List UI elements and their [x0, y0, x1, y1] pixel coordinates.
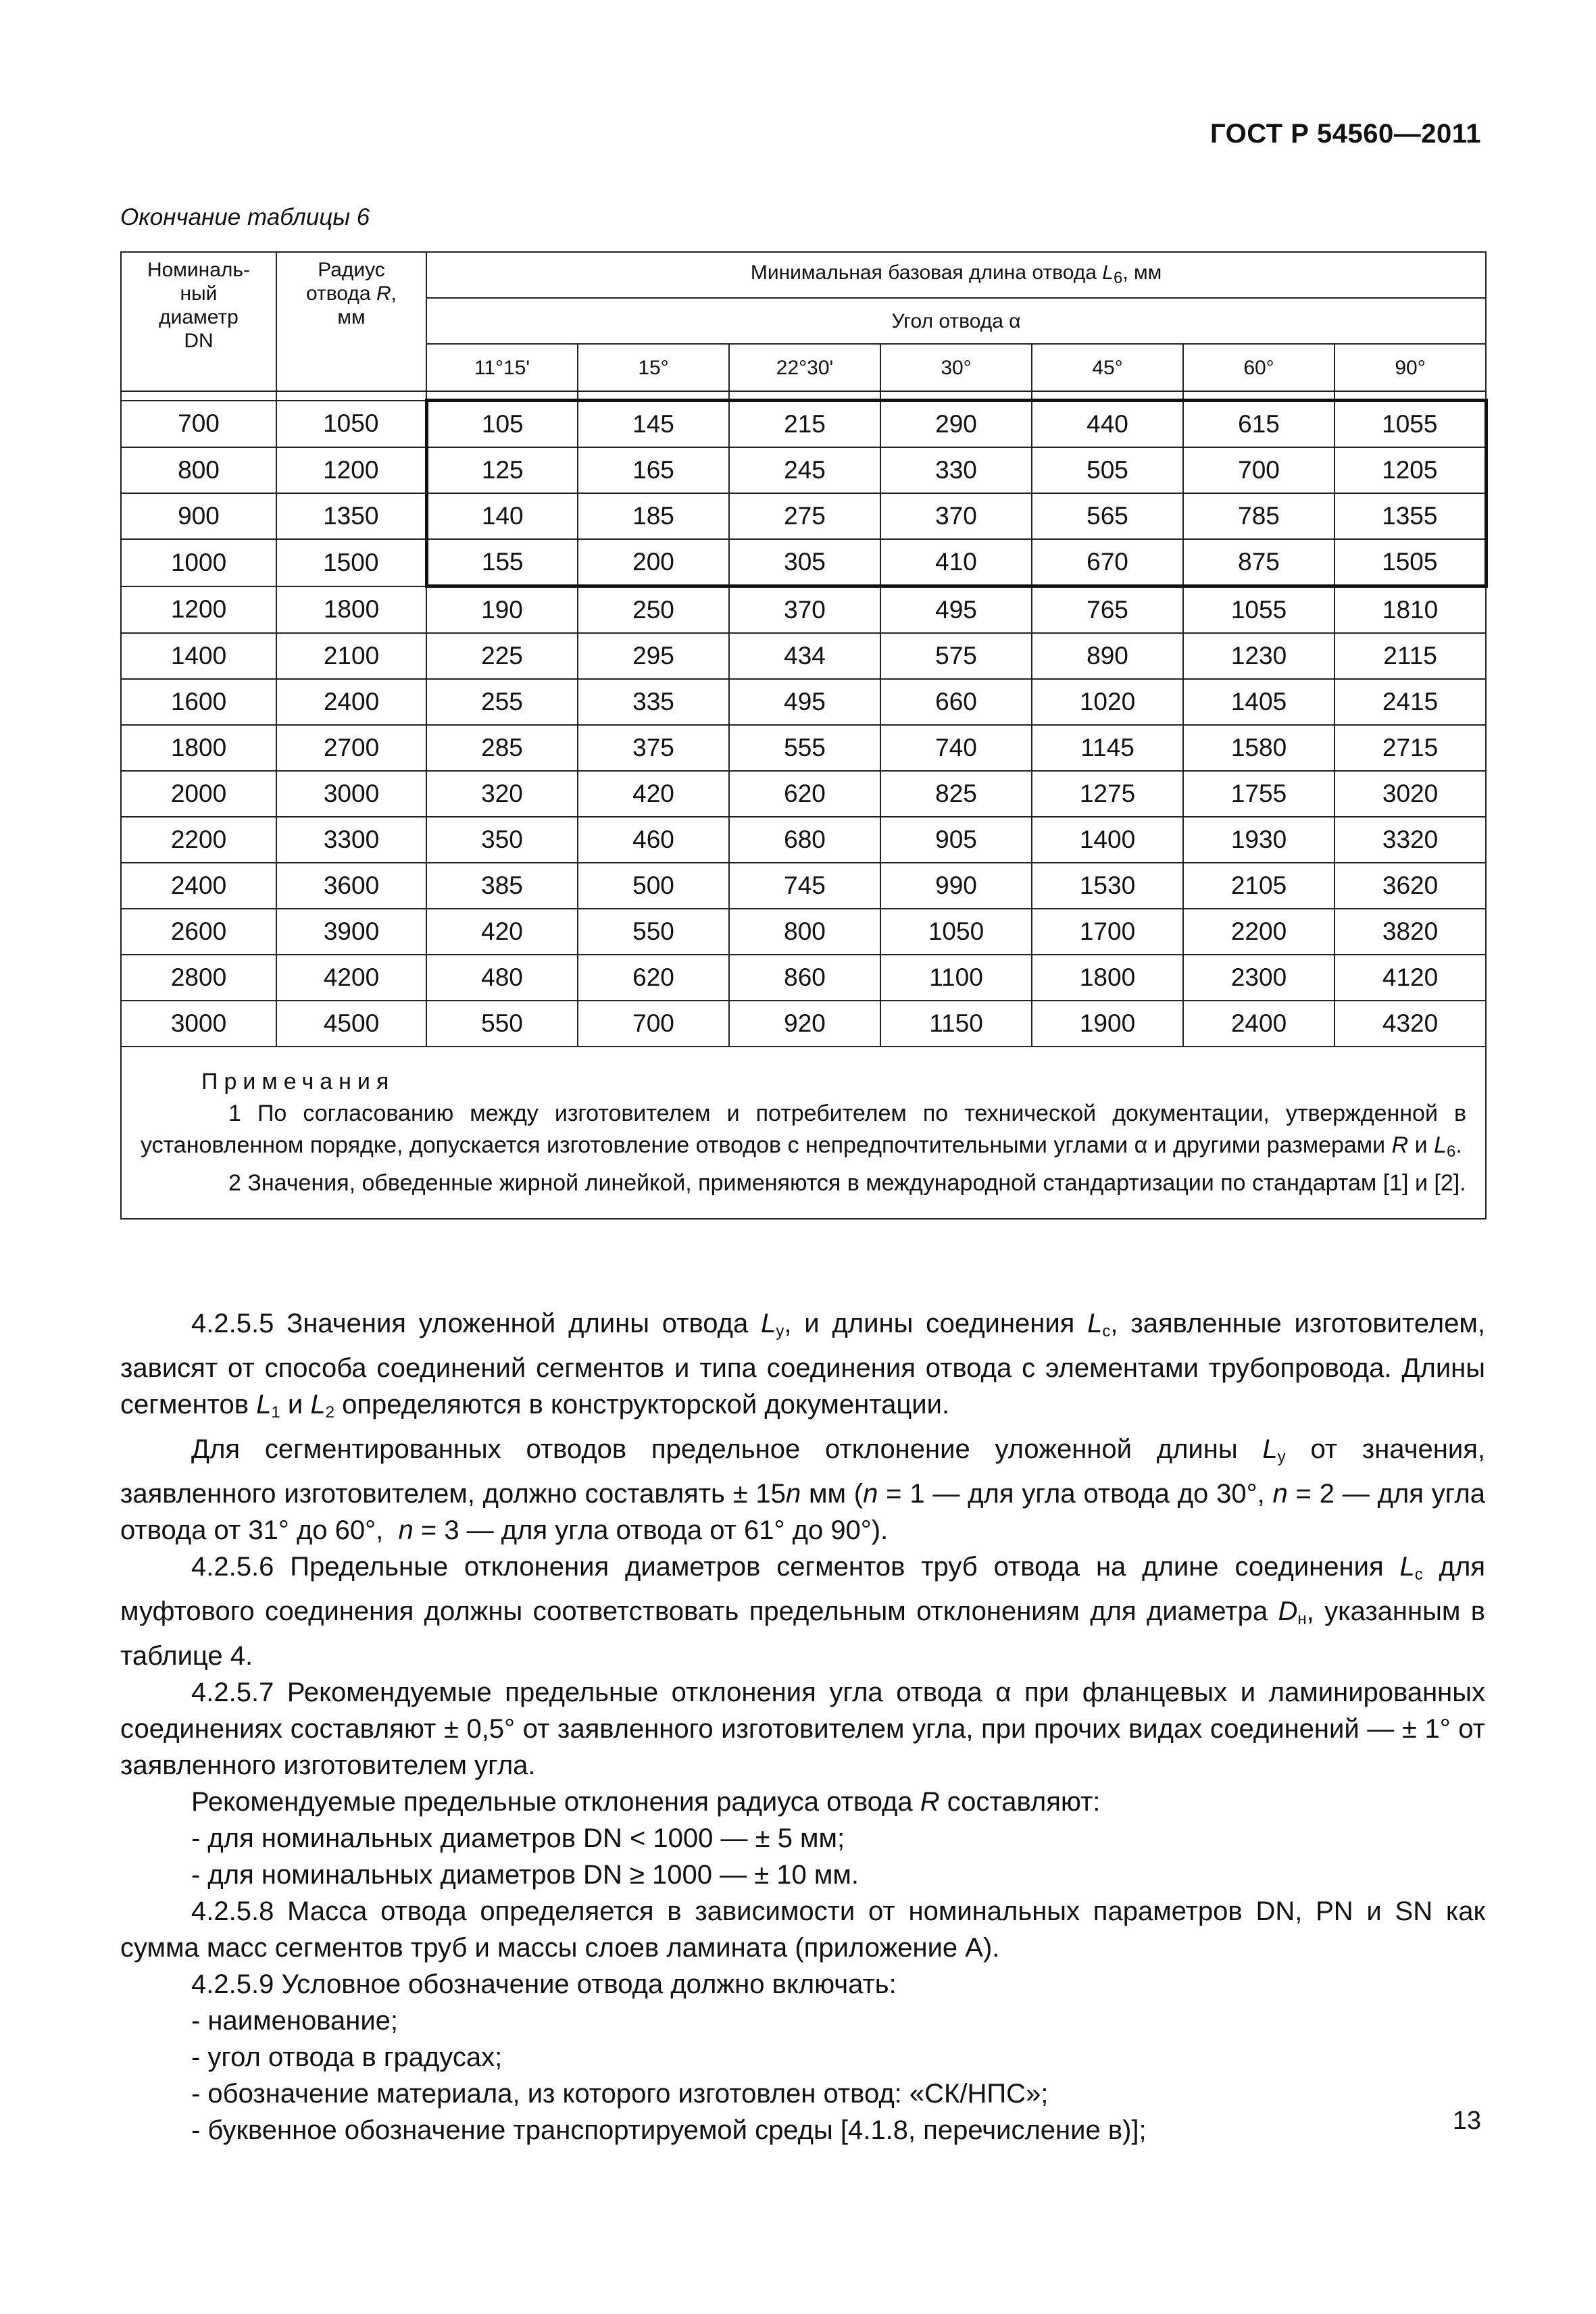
para-4-2-5-5: 4.2.5.5 Значения уложенной длины отвода $L_у$, и длины соединения $L_с$, заявленные изготовителем, зависят от способа соединений сегментов и типа соединения отвода с элементами трубопровода. Длины сегментов $L_1$ и $L_2$ определяются в конструкторской документации.	[120, 1309, 1486, 1422]
cell-base-length: 1205	[1335, 447, 1486, 493]
cell-base-length: 800	[729, 909, 880, 955]
para-deviation-laid-length: Для сегментированных отводов предельное отклонение уложенной длины $L_у$ от значения, заявленного изготовителем, должно составлять ± 15n мм (n = 1 — для угла отвода до 30°, n = 2 — для угла отвода от 31° до 60°, n = 3 — для угла отвода от 61° до 90°).	[120, 1434, 1486, 1545]
list-item-material: - обозначение материала, из которого изготовлен отвод: «СК/НПС»;	[191, 2079, 1049, 2109]
cell-radius: 3300	[276, 817, 426, 863]
cell-base-length: 1050	[880, 909, 1032, 955]
col-header-dn: Номиналь- ный диаметр DN	[121, 252, 276, 391]
cell-base-length: 420	[426, 909, 578, 955]
cell-dn: 1600	[121, 679, 276, 725]
cell-base-length: 920	[729, 1001, 880, 1047]
angle-col-header: 60°	[1183, 344, 1335, 391]
table-row	[121, 817, 1486, 863]
cell-base-length: 190	[426, 586, 578, 634]
cell-base-length: 125	[426, 447, 578, 493]
list-item-dn-large: - для номинальных диаметров DN ≥ 1000 — ± 10 мм.	[191, 1860, 859, 1890]
cell-base-length: 165	[578, 447, 729, 493]
cell-base-length: 245	[729, 447, 880, 493]
cell-base-length: 1100	[880, 955, 1032, 1001]
cell-base-length: 440	[1032, 401, 1183, 448]
table-row	[121, 633, 1486, 679]
cell-base-length: 700	[1183, 447, 1335, 493]
cell-base-length: 1145	[1032, 725, 1183, 771]
cell-base-length: 785	[1183, 493, 1335, 539]
cell-base-length: 1930	[1183, 817, 1335, 863]
cell-base-length: 740	[880, 725, 1032, 771]
table-caption: Окончание таблицы 6	[120, 204, 370, 230]
cell-base-length: 1400	[1032, 817, 1183, 863]
cell-base-length: 2105	[1183, 863, 1335, 909]
cell-base-length: 990	[880, 863, 1032, 909]
cell-base-length: 250	[578, 586, 729, 634]
table-row	[121, 493, 1486, 539]
notes-title: Примечания	[201, 1069, 395, 1095]
cell-base-length: 890	[1032, 633, 1183, 679]
list-item-medium: - буквенное обозначение транспортируемой среды [4.1.8, перечисление в)];	[191, 2115, 1147, 2145]
cell-radius: 2400	[276, 679, 426, 725]
cell-base-length: 275	[729, 493, 880, 539]
cell-base-length: 565	[1032, 493, 1183, 539]
bend-length-table	[120, 251, 1488, 1219]
cell-base-length: 1055	[1183, 586, 1335, 634]
cell-base-length: 495	[729, 679, 880, 725]
cell-base-length: 3320	[1335, 817, 1486, 863]
cell-base-length: 765	[1032, 586, 1183, 634]
cell-radius: 4200	[276, 955, 426, 1001]
cell-base-length: 620	[729, 771, 880, 817]
cell-base-length: 1700	[1032, 909, 1183, 955]
cell-base-length: 3620	[1335, 863, 1486, 909]
cell-base-length: 1405	[1183, 679, 1335, 725]
cell-base-length: 660	[880, 679, 1032, 725]
cell-dn: 1200	[121, 586, 276, 634]
angle-col-header: 15°	[578, 344, 729, 391]
cell-radius: 1500	[276, 539, 426, 586]
cell-base-length: 1580	[1183, 725, 1335, 771]
cell-base-length: 1020	[1032, 679, 1183, 725]
cell-base-length: 305	[729, 539, 880, 586]
cell-dn: 2000	[121, 771, 276, 817]
para-4-2-5-6: 4.2.5.6 Предельные отклонения диаметров сегментов труб отвода на длине соединения $L_с$ для муфтового соединения должны соответствовать предельным отклонениям для диаметра $D_н$, указанным в таблице 4.	[120, 1552, 1486, 1671]
cell-base-length: 105	[426, 401, 578, 448]
cell-radius: 1800	[276, 586, 426, 634]
cell-base-length: 1755	[1183, 771, 1335, 817]
cell-base-length: 825	[880, 771, 1032, 817]
table-row	[121, 447, 1486, 493]
cell-base-length: 185	[578, 493, 729, 539]
cell-base-length: 2115	[1335, 633, 1486, 679]
table-row	[121, 863, 1486, 909]
table-6	[120, 251, 1485, 1219]
cell-radius: 3000	[276, 771, 426, 817]
table-row	[121, 725, 1486, 771]
cell-base-length: 145	[578, 401, 729, 448]
cell-dn: 2400	[121, 863, 276, 909]
cell-base-length: 295	[578, 633, 729, 679]
document-id: ГОСТ Р 54560—2011	[1210, 119, 1481, 149]
group-header-base-length: Минимальная базовая длина отвода $L_6$, мм	[426, 252, 1486, 298]
cell-base-length: 4320	[1335, 1001, 1486, 1047]
cell-dn: 3000	[121, 1001, 276, 1047]
cell-base-length: 495	[880, 586, 1032, 634]
cell-base-length: 480	[426, 955, 578, 1001]
cell-dn: 2800	[121, 955, 276, 1001]
cell-base-length: 285	[426, 725, 578, 771]
cell-radius: 1350	[276, 493, 426, 539]
cell-base-length: 225	[426, 633, 578, 679]
col-header-radius: Радиус отвода R, мм	[276, 252, 426, 391]
cell-base-length: 434	[729, 633, 880, 679]
cell-base-length: 335	[578, 679, 729, 725]
cell-base-length: 200	[578, 539, 729, 586]
cell-dn: 1800	[121, 725, 276, 771]
para-4-2-5-7: 4.2.5.7 Рекомендуемые предельные отклонения угла отвода α при фланцевых и ламинированных соединениях составляют ± 0,5° от заявленного изготовителем угла, при прочих видах соединений — ± 1° от заявленного изготовителем угла.	[120, 1678, 1485, 1780]
list-item-angle: - угол отвода в градусах;	[191, 2042, 503, 2072]
cell-base-length: 2200	[1183, 909, 1335, 955]
cell-radius: 3600	[276, 863, 426, 909]
cell-base-length: 375	[578, 725, 729, 771]
cell-base-length: 860	[729, 955, 880, 1001]
cell-base-length: 1055	[1335, 401, 1486, 448]
table-row	[121, 586, 1486, 634]
cell-radius: 4500	[276, 1001, 426, 1047]
cell-dn: 700	[121, 401, 276, 448]
cell-dn: 2200	[121, 817, 276, 863]
angle-col-header: 22°30'	[729, 344, 880, 391]
table-row	[121, 909, 1486, 955]
cell-dn: 1400	[121, 633, 276, 679]
list-item-name: - наименование;	[191, 2006, 399, 2036]
table-row	[121, 1001, 1486, 1047]
cell-base-length: 875	[1183, 539, 1335, 586]
note-1: 1 По согласованию между изготовителем и потребителем по технической документации, утвержденной в установленном порядке, допускается изготовление отводов с непредпочтительными углами α и другими размерами R и $L_6$.	[141, 1101, 1467, 1161]
angle-col-header: 45°	[1032, 344, 1183, 391]
cell-base-length: 670	[1032, 539, 1183, 586]
cell-base-length: 500	[578, 863, 729, 909]
cell-base-length: 745	[729, 863, 880, 909]
cell-base-length: 550	[426, 1001, 578, 1047]
cell-base-length: 290	[880, 401, 1032, 448]
cell-radius: 2700	[276, 725, 426, 771]
page-number: 13	[1452, 2107, 1481, 2135]
cell-radius: 1050	[276, 401, 426, 448]
cell-dn: 1000	[121, 539, 276, 586]
table-row	[121, 539, 1486, 586]
cell-dn: 800	[121, 447, 276, 493]
cell-radius: 1200	[276, 447, 426, 493]
cell-radius: 2100	[276, 633, 426, 679]
cell-base-length: 1150	[880, 1001, 1032, 1047]
cell-base-length: 255	[426, 679, 578, 725]
angle-col-header: 30°	[880, 344, 1032, 391]
cell-base-length: 140	[426, 493, 578, 539]
cell-base-length: 1355	[1335, 493, 1486, 539]
cell-base-length: 370	[729, 586, 880, 634]
cell-base-length: 615	[1183, 401, 1335, 448]
cell-base-length: 385	[426, 863, 578, 909]
cell-base-length: 1230	[1183, 633, 1335, 679]
cell-base-length: 1530	[1032, 863, 1183, 909]
list-item-dn-small: - для номинальных диаметров DN < 1000 — ± 5 мм;	[191, 1823, 845, 1853]
cell-dn: 900	[121, 493, 276, 539]
cell-base-length: 3820	[1335, 909, 1486, 955]
angle-header: Угол отвода α	[426, 298, 1486, 344]
para-4-2-5-8: 4.2.5.8 Масса отвода определяется в зависимости от номинальных параметров DN, PN и SN как сумма масс сегментов труб и массы слоев ламината (приложение А).	[120, 1896, 1485, 1963]
cell-base-length: 330	[880, 447, 1032, 493]
angle-col-header: 11°15'	[426, 344, 578, 391]
cell-base-length: 905	[880, 817, 1032, 863]
cell-base-length: 320	[426, 771, 578, 817]
cell-base-length: 2715	[1335, 725, 1486, 771]
cell-base-length: 410	[880, 539, 1032, 586]
table-row	[121, 771, 1486, 817]
cell-base-length: 370	[880, 493, 1032, 539]
table-row	[121, 401, 1486, 448]
angle-col-header: 90°	[1335, 344, 1486, 391]
body-text	[120, 1305, 1485, 2148]
cell-base-length: 4120	[1335, 955, 1486, 1001]
cell-base-length: 1505	[1335, 539, 1486, 586]
cell-base-length: 2415	[1335, 679, 1486, 725]
note-2: 2 Значения, обведенные жирной линейкой, применяются в международной стандартизации по стандартам [1] и [2].	[228, 1170, 1466, 1196]
para-radius-deviation: Рекомендуемые предельные отклонения радиуса отвода R составляют:	[191, 1787, 1101, 1817]
cell-base-length: 1800	[1032, 955, 1183, 1001]
cell-base-length: 155	[426, 539, 578, 586]
cell-base-length: 215	[729, 401, 880, 448]
cell-base-length: 505	[1032, 447, 1183, 493]
cell-base-length: 3020	[1335, 771, 1486, 817]
cell-dn: 2600	[121, 909, 276, 955]
table-row	[121, 955, 1486, 1001]
cell-base-length: 575	[880, 633, 1032, 679]
cell-base-length: 555	[729, 725, 880, 771]
cell-base-length: 1900	[1032, 1001, 1183, 1047]
cell-base-length: 420	[578, 771, 729, 817]
cell-base-length: 350	[426, 817, 578, 863]
cell-radius: 3900	[276, 909, 426, 955]
cell-base-length: 1275	[1032, 771, 1183, 817]
table-row	[121, 679, 1486, 725]
cell-base-length: 550	[578, 909, 729, 955]
table-notes	[121, 1047, 1486, 1219]
cell-base-length: 620	[578, 955, 729, 1001]
cell-base-length: 2400	[1183, 1001, 1335, 1047]
para-4-2-5-9: 4.2.5.9 Условное обозначение отвода должно включать:	[191, 1969, 897, 1999]
cell-base-length: 680	[729, 817, 880, 863]
cell-base-length: 700	[578, 1001, 729, 1047]
cell-base-length: 1810	[1335, 586, 1486, 634]
cell-base-length: 2300	[1183, 955, 1335, 1001]
cell-base-length: 460	[578, 817, 729, 863]
